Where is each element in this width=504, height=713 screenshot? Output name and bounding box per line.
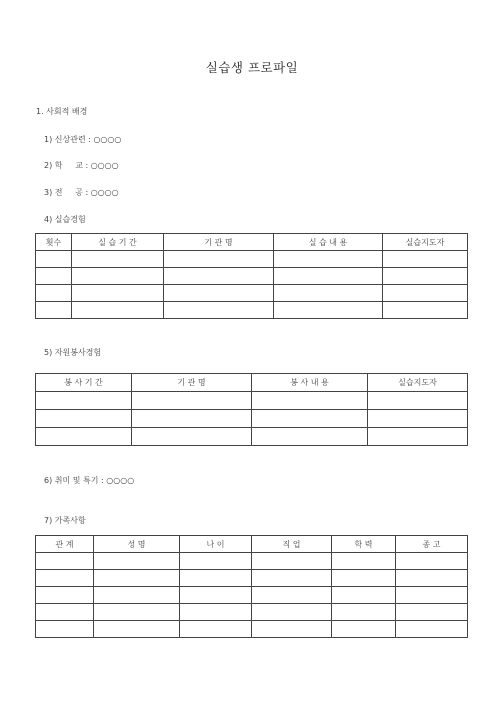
table-header-row — [36, 234, 468, 251]
section-4-heading: 4) 실습경험 — [44, 215, 86, 224]
table-row — [36, 621, 468, 638]
header-supervisor: 실습지도자 — [368, 374, 468, 392]
table-header-row — [36, 374, 468, 392]
cell — [396, 570, 468, 587]
cell — [252, 553, 332, 570]
cell — [332, 553, 396, 570]
cell — [252, 410, 368, 428]
cell — [252, 392, 368, 410]
cell — [94, 570, 180, 587]
cell — [383, 285, 468, 302]
cell — [132, 410, 252, 428]
cell — [180, 553, 252, 570]
personal-info-line: 1) 신상관련 : ○○○○ — [44, 135, 122, 144]
volunteer-experience-table — [35, 373, 468, 446]
cell — [396, 604, 468, 621]
cell — [180, 587, 252, 604]
header-volunteer-content: 봉 사 내 용 — [252, 374, 368, 392]
cell — [396, 553, 468, 570]
header-count: 횟수 — [36, 234, 72, 251]
cell — [383, 302, 468, 319]
cell — [72, 302, 164, 319]
cell — [36, 410, 132, 428]
cell — [252, 587, 332, 604]
major-line: 3) 전 공 : ○○○○ — [44, 188, 119, 197]
header-volunteer-period: 봉 사 기 간 — [36, 374, 132, 392]
cell — [72, 251, 164, 268]
table-row — [36, 268, 468, 285]
cell — [332, 570, 396, 587]
cell — [332, 604, 396, 621]
section-6-heading: 6) 취미 및 특기 : ○○○○ — [44, 476, 135, 485]
cell — [36, 587, 94, 604]
cell — [94, 604, 180, 621]
cell — [36, 604, 94, 621]
cell — [368, 428, 468, 446]
section-1-heading: 1. 사회적 배경 — [36, 107, 88, 116]
header-age: 나 이 — [180, 536, 252, 553]
cell — [383, 268, 468, 285]
header-name: 성 명 — [94, 536, 180, 553]
cell — [94, 587, 180, 604]
table-row — [36, 553, 468, 570]
cell — [36, 553, 94, 570]
cell — [72, 285, 164, 302]
cell — [368, 410, 468, 428]
table-row — [36, 604, 468, 621]
header-supervisor: 실습지도자 — [383, 234, 468, 251]
cell — [252, 428, 368, 446]
cell — [332, 621, 396, 638]
cell — [180, 621, 252, 638]
cell — [180, 604, 252, 621]
cell — [274, 251, 383, 268]
cell — [252, 621, 332, 638]
header-agency: 기 관 명 — [164, 234, 274, 251]
cell — [368, 392, 468, 410]
cell — [36, 428, 132, 446]
cell — [36, 621, 94, 638]
cell — [332, 587, 396, 604]
cell — [252, 604, 332, 621]
school-line: 2) 학 교 : ○○○○ — [44, 161, 119, 170]
table-row — [36, 392, 468, 410]
header-education: 학 력 — [332, 536, 396, 553]
cell — [180, 570, 252, 587]
table-row — [36, 410, 468, 428]
cell — [94, 553, 180, 570]
table-row — [36, 302, 468, 319]
cell — [72, 268, 164, 285]
family-table — [35, 535, 468, 638]
header-relation: 관 계 — [36, 536, 94, 553]
cell — [36, 302, 72, 319]
section-7-heading: 7) 가족사항 — [44, 516, 86, 525]
header-content: 실 습 내 용 — [274, 234, 383, 251]
table-row — [36, 428, 468, 446]
cell — [164, 302, 274, 319]
table-row — [36, 285, 468, 302]
cell — [164, 285, 274, 302]
cell — [396, 587, 468, 604]
cell — [94, 621, 180, 638]
table-row — [36, 587, 468, 604]
cell — [132, 392, 252, 410]
cell — [36, 268, 72, 285]
table-row — [36, 251, 468, 268]
cell — [274, 302, 383, 319]
document-title: 실습생 프로파일 — [205, 60, 299, 75]
cell — [36, 570, 94, 587]
cell — [383, 251, 468, 268]
header-religion: 종 고 — [396, 536, 468, 553]
cell — [252, 570, 332, 587]
cell — [36, 285, 72, 302]
cell — [132, 428, 252, 446]
header-occupation: 직 업 — [252, 536, 332, 553]
header-agency: 기 관 명 — [132, 374, 252, 392]
header-period: 실 습 기 간 — [72, 234, 164, 251]
cell — [36, 392, 132, 410]
practicum-experience-table — [35, 233, 468, 319]
cell — [164, 268, 274, 285]
section-5-heading: 5) 자원봉사경험 — [44, 348, 102, 357]
table-header-row — [36, 536, 468, 553]
table-row — [36, 570, 468, 587]
cell — [274, 268, 383, 285]
cell — [164, 251, 274, 268]
cell — [396, 621, 468, 638]
cell — [36, 251, 72, 268]
cell — [274, 285, 383, 302]
